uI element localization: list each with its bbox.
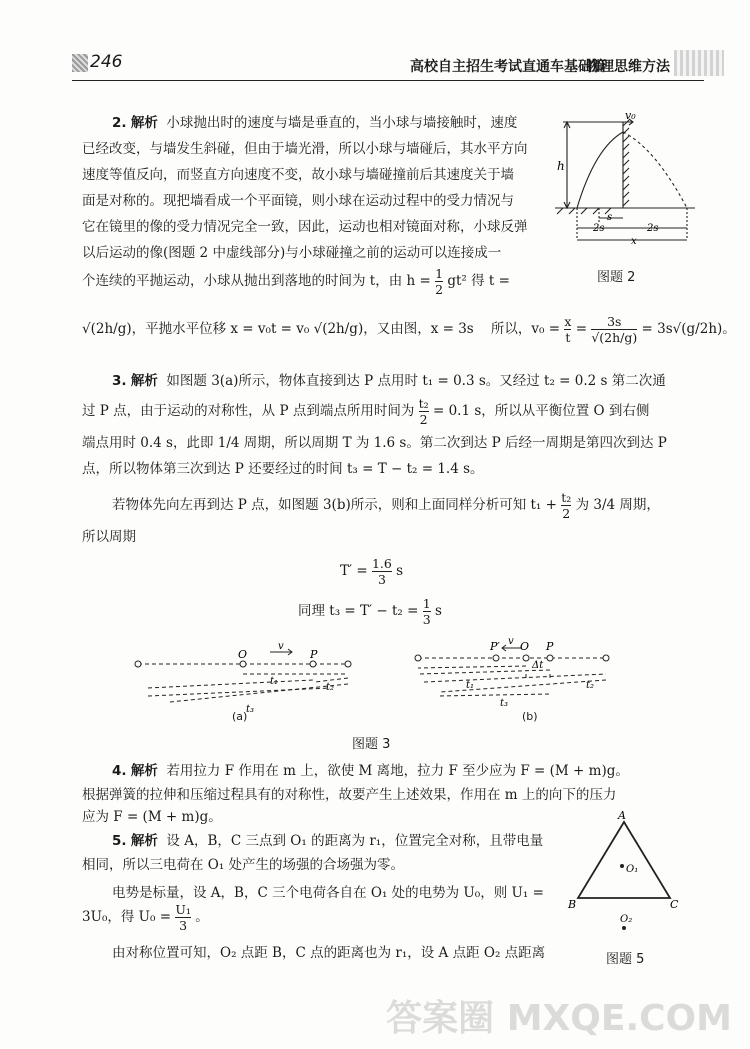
paragraph-line: 相同，所以三电荷在 O₁ 处产生的场强的合场强为零。 <box>82 857 405 873</box>
paragraph-line: 根据弹簧的拉伸和压缩过程具有的对称性，故要产生上述效果，作用在 m 上的向下的压力 <box>82 787 617 803</box>
svg-text:t₁: t₁ <box>270 676 279 687</box>
paragraph-line: 速度等值反向，而竖直方向速度不变，故小球与墙碰撞前后其速度关于墙 <box>82 167 514 183</box>
equation-t3: 同理 t₃ = T′ − t₂ = $\frac{1}{3}$ s <box>298 596 442 627</box>
figure-5 <box>566 808 686 938</box>
svg-text:O: O <box>238 648 248 661</box>
solution-heading: 解析 <box>130 763 158 779</box>
figure-caption: 图题 5 <box>606 952 645 967</box>
solution-number: 4. <box>112 763 127 779</box>
svg-text:t₃: t₃ <box>246 704 255 715</box>
paragraph-line: 面是对称的。现把墙看成一个平面镜，则小球在运动过程中的受力情况与 <box>82 193 514 209</box>
paragraph-line: 由对称位置可知，O₂ 点距 B，C 点的距离也为 r₁，设 A 点距 O₂ 点距离 <box>112 945 546 961</box>
svg-text:C: C <box>670 898 679 911</box>
svg-text:O₂: O₂ <box>620 914 633 925</box>
solution-heading: 解析 <box>130 833 158 849</box>
paragraph-line: 如图题 3(a)所示，物体直接到达 P 点用时 t₁ = 0.3 s。又经过 t₂ = 0.2 s 第二次通 <box>166 373 666 389</box>
paragraph-line: 若物体先向左再到达 P 点，如图题 3(b)所示，则和上面同样分析可知 t₁ + $\frac{\text{t₂}}{2}$ 为 3/4 周期， <box>112 490 660 521</box>
paragraph-line: 过 P 点，由于运动的对称性，从 P 点到端点所用时间为 $\frac{\text{t₂}}{2}$ = 0.1 s，所以从平衡位置 O 到右侧 <box>82 396 650 427</box>
paragraph-line: 点，所以物体第三次到达 P 还要经过的时间 t₃ = T − t₂ = 1.4 s。 <box>82 461 484 477</box>
fraction-x-over-t: $\frac{x}{t}$ <box>564 314 572 345</box>
solution-number: 5. <box>112 833 127 849</box>
paragraph-line: 个连续的平抛运动，小球从抛出到落地的时间为 t，由 h = $\frac{1}{2}$ gt² 得 t = <box>82 266 510 297</box>
page-header <box>72 50 704 81</box>
equation-period: T′ = $\frac{1.6}{3}$ s <box>340 556 404 587</box>
subfigure-label-b: (b) <box>522 710 538 723</box>
svg-text:v: v <box>278 641 284 652</box>
solution-number: 2. <box>112 115 127 131</box>
svg-text:A: A <box>618 809 626 822</box>
paragraph-line: 3U₀，得 U₀ = $\frac{\text{U₁}}{3}$ 。 <box>82 902 209 933</box>
svg-text:v: v <box>508 636 514 647</box>
fraction-half: $\frac{1}{2}$ <box>435 266 444 297</box>
paragraph-line: 以后运动的像(图题 2 中虚线部分)与小球碰撞之前的运动可以连接成一 <box>82 245 502 261</box>
triangle <box>578 822 670 898</box>
svg-text:2s: 2s <box>647 223 659 234</box>
fraction-t2-half-b: $\frac{\text{t₂}}{2}$ <box>561 490 572 521</box>
chapter-title: 物理思维方法 <box>586 59 670 75</box>
svg-text:O: O <box>520 640 530 653</box>
svg-text:Δt: Δt <box>532 660 544 671</box>
paragraph-line: 设 A，B，C 三点到 O₁ 的距离为 r₁，位置完全对称，且带电量 <box>166 833 544 849</box>
svg-text:B: B <box>568 898 577 911</box>
svg-text:2s: 2s <box>593 223 605 234</box>
trajectory-curve <box>577 132 623 208</box>
svg-text:v₀: v₀ <box>625 109 636 122</box>
figure-3b <box>410 634 620 726</box>
svg-text:P: P <box>546 640 554 653</box>
figure-caption: 图题 2 <box>597 270 636 285</box>
page-number: 246 <box>90 52 123 72</box>
figure-caption: 图题 3 <box>352 737 391 752</box>
point-o1 <box>620 864 624 868</box>
paragraph-line: 已经改变，与墙发生斜碰，但由于墙光滑，所以小球与墙碰后，其水平方向 <box>82 141 528 157</box>
svg-text:s: s <box>607 212 613 223</box>
fraction-t2-half: $\frac{\text{t₂}}{2}$ <box>418 396 429 427</box>
svg-text:t₂: t₂ <box>326 682 335 693</box>
mirror-trajectory <box>623 132 687 208</box>
svg-text:t₁: t₁ <box>466 680 475 691</box>
paragraph-line: √(2h/g)，平抛水平位移 x = v₀t = v₀ √(2h/g)，又由图，x = 3s 所以，v₀ = $\frac{x}{t}$ = $\frac{3s}{√(2h/g)}$ = 3s√(g/2h)。 <box>82 314 736 345</box>
paragraph-line: 小球抛出时的速度与墙是垂直的，当小球与墙接触时，速度 <box>166 115 518 131</box>
watermark: 答案圈 MXQE.COM <box>386 998 732 1039</box>
solution-heading: 解析 <box>130 373 158 389</box>
paragraph-line: 它在镜里的像的受力情况完全一致，因此，运动也相对镜面对称，小球反弹 <box>82 219 528 235</box>
paragraph-line: 电势是标量，设 A，B，C 三个电荷各自在 O₁ 处的电势为 U₀，则 U₁ = <box>112 885 544 901</box>
solution-number: 3. <box>112 373 127 389</box>
svg-text:h: h <box>557 159 565 173</box>
fraction-3s: $\frac{3s}{√(2h/g)}$ <box>591 314 638 345</box>
svg-text:P′: P′ <box>490 640 500 653</box>
paragraph-line: 所以周期 <box>82 529 136 545</box>
svg-text:P: P <box>310 648 318 661</box>
svg-text:t₃: t₃ <box>500 698 509 709</box>
svg-text:x: x <box>631 236 637 247</box>
svg-text:t₂: t₂ <box>586 680 595 691</box>
svg-text:O₁: O₁ <box>626 864 639 875</box>
figure-2 <box>555 108 705 258</box>
header-decoration <box>674 50 724 76</box>
subfigure-label-a: (a) <box>232 710 248 723</box>
solution-heading: 解析 <box>130 115 158 131</box>
paragraph-line: 应为 F = (M + m)g。 <box>82 809 222 825</box>
point-o2 <box>622 926 626 930</box>
paragraph-line: 若用拉力 F 作用在 m 上，欲使 M 离地，拉力 F 至少应为 F = (M + m)g。 <box>166 763 629 779</box>
paragraph-line: 端点用时 0.4 s，此即 1/4 周期，所以周期 T 为 1.6 s。第二次到达 P 后经一周期是第四次到达 P <box>82 435 667 451</box>
book-title: 高校自主招生考试直通车基础篇 <box>410 59 606 75</box>
fraction-u1-over-3: $\frac{\text{U₁}}{3}$ <box>175 902 191 933</box>
